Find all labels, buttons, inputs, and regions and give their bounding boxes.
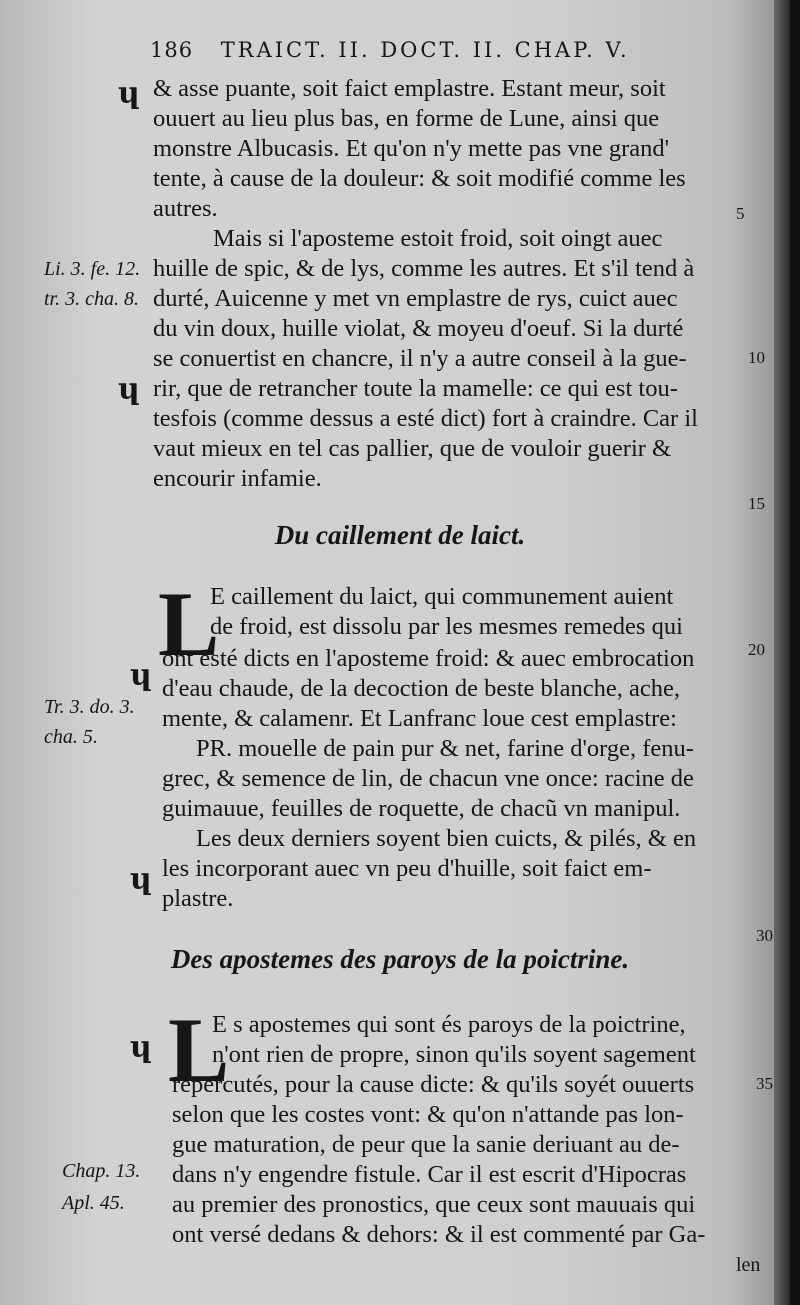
recipe-mark: ɥ — [130, 658, 152, 693]
text-line: n'ont rien de propre, sinon qu'ils soyent sagement — [212, 1041, 696, 1068]
recipe-mark: ɥ — [118, 76, 140, 111]
line-number: 30 — [756, 926, 773, 945]
margin-note: Chap. 13. — [62, 1160, 141, 1182]
line-number: 35 — [756, 1074, 773, 1093]
text-line: grec, & semence de lin, de chacun vne once: racine de — [162, 765, 694, 792]
margin-note: Tr. 3. do. 3. — [44, 696, 135, 718]
section-heading: Des apostemes des paroys de la poictrine. — [170, 944, 630, 974]
text-line: gue maturation, de peur que la sanie deriuant au de- — [172, 1131, 680, 1158]
line-number: 20 — [748, 640, 765, 659]
running-title: TRAICT. II. DOCT. II. CHAP. V. — [220, 38, 630, 62]
line-number: 10 — [748, 348, 765, 367]
text-line: PR. mouelle de pain pur & net, farine d'orge, fenu- — [196, 735, 694, 762]
text-line: autres. — [153, 195, 218, 222]
running-header — [150, 38, 710, 62]
text-line: selon que les costes vont: & qu'on n'attande pas lon- — [172, 1101, 684, 1128]
text-line: du vin doux, huille violat, & moyeu d'oeuf. Si la durté — [153, 315, 684, 342]
margin-note: tr. 3. cha. 8. — [44, 288, 139, 310]
text-line: encourir infamie. — [153, 465, 322, 492]
section-heading: Du caillement de laict. — [274, 520, 526, 550]
text-line: plastre. — [162, 885, 234, 912]
text-line: ont versé dedans & dehors: & il est commenté par Ga- — [172, 1221, 706, 1248]
drop-cap: L — [158, 573, 220, 675]
text-line: monstre Albucasis. Et qu'on n'y mette pas vne grand' — [153, 135, 670, 162]
text-line: de froid, est dissolu par les mesmes remedes qui — [210, 613, 683, 640]
line-number: 15 — [748, 494, 765, 513]
text-line: repercutés, pour la cause dicte: & qu'ils soyét ouuerts — [172, 1071, 695, 1098]
text-line: d'eau chaude, de la decoction de beste blanche, ache, — [162, 675, 680, 702]
margin-note: Apl. 45. — [62, 1192, 125, 1214]
text-line: vaut mieux en tel cas pallier, que de vouloir guerir & — [153, 435, 672, 462]
text-line: durté, Auicenne y met vn emplastre de rys, cuict auec — [153, 285, 678, 312]
text-line: & asse puante, soit faict emplastre. Estant meur, soit — [153, 75, 666, 102]
recipe-mark: ɥ — [130, 1030, 152, 1065]
text-line: ouuert au lieu plus bas, en forme de Lune, ainsi que — [153, 105, 660, 132]
text-line: Mais si l'aposteme estoit froid, soit oingt auec — [213, 225, 663, 252]
text-line: E s apostemes qui sont és paroys de la poictrine, — [212, 1011, 686, 1038]
page-edge — [774, 0, 790, 1305]
text-line: mente, & calamenr. Et Lanfranc loue cest emplastre: — [162, 705, 677, 732]
drop-cap: L — [168, 999, 230, 1101]
text-line: tesfois (comme dessus a esté dict) fort à craindre. Car il — [153, 405, 698, 432]
line-number: 5 — [736, 204, 745, 223]
margin-note: cha. 5. — [44, 726, 98, 748]
text-line: guimauue, feuilles de roquette, de chacũ vn manipul. — [162, 795, 681, 822]
text-line: rir, que de retrancher toute la mamelle: ce qui est tou- — [153, 375, 678, 402]
margin-note: Li. 3. fe. 12. — [44, 258, 141, 280]
text-line: Les deux derniers soyent bien cuicts, & pilés, & en — [196, 825, 697, 852]
text-line: tente, à cause de la douleur: & soit modifié comme les — [153, 165, 686, 192]
text-line: les incorporant auec vn peu d'huille, soit faict em- — [162, 855, 652, 882]
text-line: E caillement du laict, qui communement auient — [210, 583, 674, 610]
recipe-mark: ɥ — [130, 862, 152, 897]
text-line: len — [736, 1254, 761, 1276]
text-line: ont esté dicts en l'aposteme froid: & auec embrocation — [162, 645, 695, 672]
text-line: au premier des pronostics, que ceux sont mauuais qui — [172, 1191, 696, 1218]
page-number: 186 — [150, 38, 194, 62]
text-line: dans n'y engendre fistule. Car il est escrit d'Hipocras — [172, 1161, 687, 1188]
recipe-mark: ɥ — [118, 372, 140, 407]
text-line: se conuertist en chancre, il n'y a autre conseil à la gue- — [153, 345, 687, 372]
text-line: huille de spic, & de lys, comme les autres. Et s'il tend à — [153, 255, 695, 282]
